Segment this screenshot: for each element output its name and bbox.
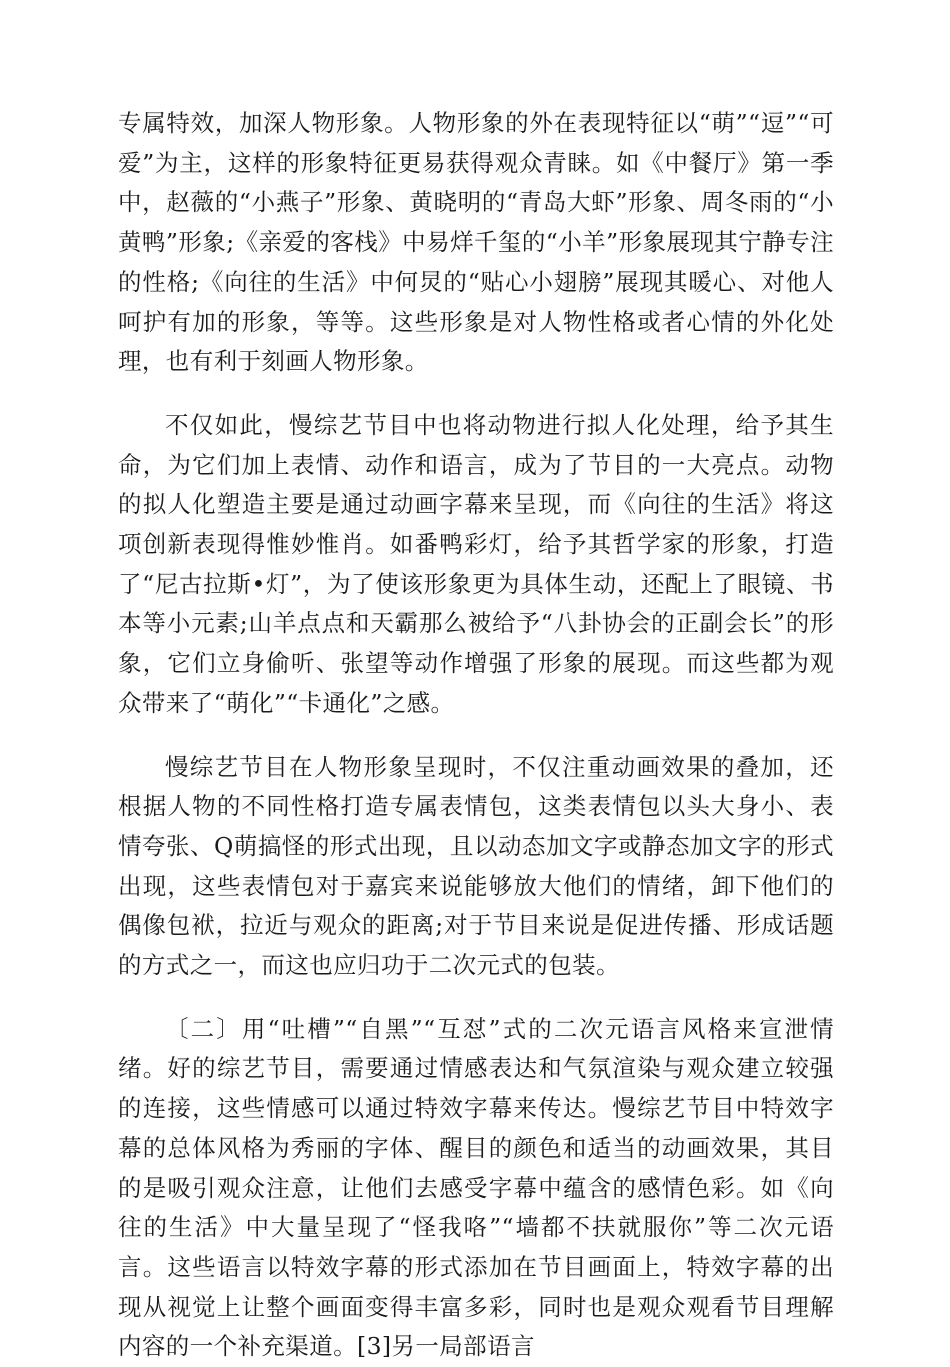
- paragraph-language-style: 〔二〕用“吐槽”“自黑”“互怼”式的二次元语言风格来宣泄情绪。好的综艺节目，需要通过情感表达和气氛渲染与观众建立较强的连接，这些情感可以通过特效字幕来传达。慢综艺节目中特效字幕的总体风格为秀丽的字体、醒目的颜色和适当的动画效果，其目的是吸引观众注意，让他们去感受字幕中蕴含的感情色彩。如《向往的生活》中大量呈现了“怪我咯”“墙都不扶就服你”等二次元语言。这些语言以特效字幕的形式添加在节目画面上，特效字幕的出现从视觉上让整个画面变得丰富多彩，同时也是观众观看节目理解内容的一个补充渠道。[3]另一局部语言: [118, 1014, 834, 1361]
- paragraph-animal-personification: 不仅如此，慢综艺节目中也将动物进行拟人化处理，给予其生命，为它们加上表情、动作和语言，成为了节目的一大亮点。动物的拟人化塑造主要是通过动画字幕来呈现，而《向往的生活》将这项创新表现得惟妙惟肖。如番鸭彩灯，给予其哲学家的形象，打造了“尼古拉斯•灯”，为了使该形象更为具体生动，还配上了眼镜、书本等小元素;山羊点点和天霸那么被给予“八卦协会的正副会长”的形象，它们立身偷听、张望等动作增强了形象的展现。而这些都为观众带来了“萌化”“卡通化”之感。: [118, 410, 834, 717]
- paragraph-emoji-packs: 慢综艺节目在人物形象呈现时，不仅注重动画效果的叠加，还根据人物的不同性格打造专属表情包，这类表情包以头大身小、表情夸张、Q萌搞怪的形式出现，且以动态加文字或静态加文字的形式出现，这些表情包对于嘉宾来说能够放大他们的情绪，卸下他们的偶像包袱，拉近与观众的距离;对于节目来说是促进传播、形成话题的方式之一，而这也应归功于二次元式的包装。: [118, 752, 834, 980]
- paragraph-continuation: 专属特效，加深人物形象。人物形象的外在表现特征以“萌”“逗”“可爱”为主，这样的形象特征更易获得观众青睐。如《中餐厅》第一季中，赵薇的“小燕子”形象、黄晓明的“青岛大虾”形象、周冬雨的“小黄鸭”形象;《亲爱的客栈》中易烊千玺的“小羊”形象展现其宁静专注的性格;《向往的生活》中何炅的“贴心小翅膀”展现其暖心、对他人呵护有加的形象，等等。这些形象是对人物性格或者心情的外化处理，也有利于刻画人物形象。: [118, 109, 834, 376]
- document-page: [118, 104, 834, 1367]
